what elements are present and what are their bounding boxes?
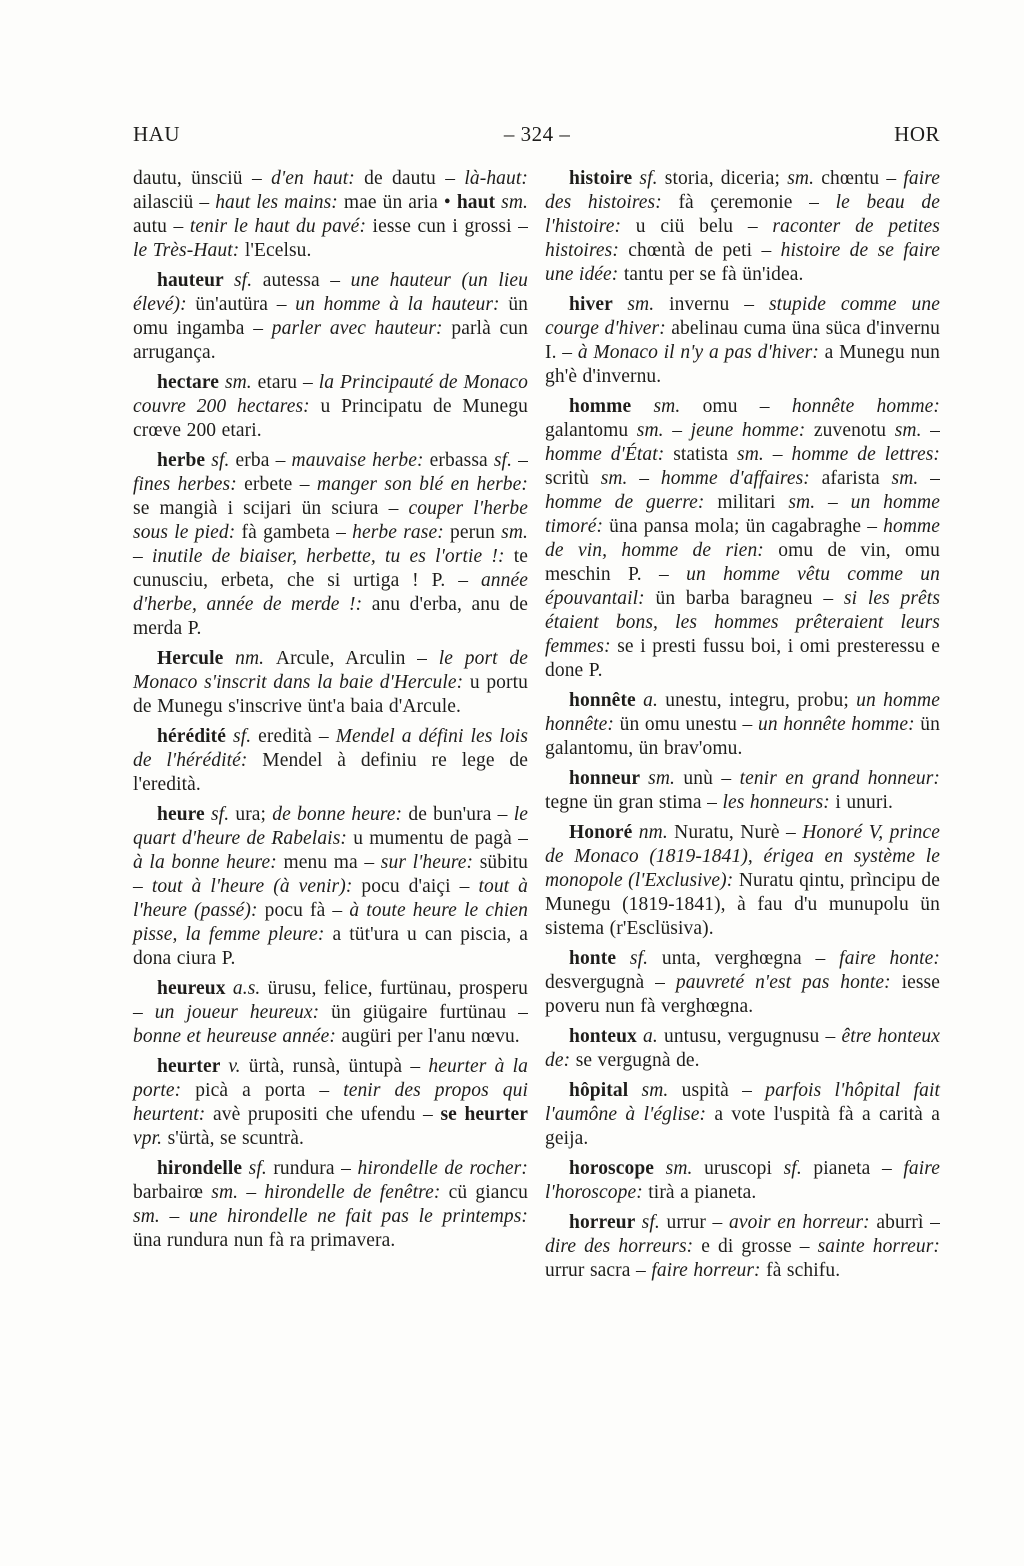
french-phrase: sm. [653, 396, 703, 417]
entry-homme [545, 395, 940, 683]
french-phrase: sainte horreur: [817, 1236, 940, 1257]
translation-text: militari [717, 492, 789, 513]
translation-text: storia, diceria; [664, 168, 788, 189]
translation-text: u mumentu de pagà – [353, 828, 528, 849]
french-phrase: sm. [636, 420, 673, 441]
french-phrase: sf. [210, 804, 236, 825]
translation-text: s'ürtà, se scuntrà. [167, 1128, 304, 1149]
translation-text: Mendel à definiu re lege de l'eredità. [133, 750, 528, 795]
french-phrase: hirondelle de rocher: [357, 1158, 528, 1179]
headword: hôpital [569, 1080, 642, 1101]
translation-text: autessa – [262, 270, 351, 291]
translation-text: – [133, 546, 152, 567]
translation-text: abelinau cuma üna süca d'invernu I. – [545, 318, 940, 363]
translation-text: untusu, vergugnusu – [663, 1026, 842, 1047]
translation-text: ün galantomu, ün brav'omu. [545, 714, 940, 759]
headword: heureux [157, 978, 233, 999]
headword: hirondelle [157, 1158, 249, 1179]
translation-text: anu d'erba, anu de merda P. [133, 594, 528, 639]
translation-text: uspità – [681, 1080, 766, 1101]
french-phrase: jeune homme: [690, 420, 814, 441]
translation-text: ürusu, felice, furtünau, prosperu – [133, 978, 528, 1023]
french-phrase: a.s. [232, 978, 268, 999]
translation-text: se i presti fussu boi, i omi presteressu e done P. [545, 636, 940, 681]
header-page-number: – 324 – [503, 122, 571, 146]
headword: horoscope [569, 1158, 666, 1179]
translation-text: omu de vin, omu meschin P. – [545, 540, 940, 585]
translation-text: sübitu – [133, 852, 528, 897]
entry-hiver [545, 293, 940, 389]
french-phrase: sm. [133, 1206, 170, 1227]
headword: se heurter [440, 1104, 528, 1125]
entry-heure [133, 803, 528, 971]
translation-text: a tüt'ura u can piscia, a dona ciura P. [133, 924, 529, 969]
french-phrase: dire des horreurs: [545, 1236, 702, 1257]
translation-text: ün omu unestu – [619, 714, 758, 735]
header-guide-word-left: HAU [133, 122, 180, 146]
french-phrase: sur l'heure: [380, 852, 480, 873]
french-phrase: année d'herbe, année de merde !: [133, 570, 528, 615]
french-phrase: un homme timoré: [545, 492, 940, 537]
entry-horoscope [545, 1157, 940, 1205]
translation-text: – [827, 492, 851, 513]
french-phrase: sm. [894, 420, 931, 441]
translation-text: zuvenotu [813, 420, 895, 441]
headword: herbe [157, 450, 212, 471]
french-phrase: à la bonne heure: [133, 852, 284, 873]
left-column [133, 167, 528, 1289]
translation-text: erbassa [429, 450, 494, 471]
french-phrase: couper l'herbe sous le pied: [133, 498, 528, 543]
translation-text: Nuratu qintu, prìncipu de Munegu (1819-1841), à fau d'u munupolu ün sistema (r'Esclüsiva). [545, 870, 940, 939]
translation-text: unestu, integru, probu; [665, 690, 857, 711]
headword: heure [157, 804, 211, 825]
translation-text: tirà a pianeta. [648, 1182, 757, 1203]
french-phrase: sf. [248, 1158, 274, 1179]
headword: honte [569, 948, 630, 969]
translation-text: – [169, 1206, 190, 1227]
entry-hirondelle [133, 1157, 528, 1253]
french-phrase: le quart d'heure de Rabelais: [133, 804, 528, 849]
entry-heurter [133, 1055, 528, 1151]
translation-text: etaru – [257, 372, 319, 393]
french-phrase: Honoré V, prince de Monaco (1819-1841), érigea en système le monopole (l'Exclusive): [545, 822, 941, 891]
entry-honneur [545, 767, 940, 815]
french-phrase: a. [643, 1026, 664, 1047]
french-phrase: homme de lettres: [791, 444, 941, 465]
translation-text: a vote l'uspità fà a carità a geija. [545, 1104, 940, 1149]
translation-text: aburrì – [876, 1212, 940, 1233]
translation-text: üna rundura nun fà ra primavera. [133, 1230, 396, 1251]
french-phrase: tenir des propos qui heurtent: [133, 1080, 529, 1125]
entry-horreur [545, 1211, 940, 1283]
translation-text: erbete – [244, 474, 317, 495]
headword: hauteur [157, 270, 234, 291]
french-phrase: une hauteur (un lieu élevé): [133, 270, 528, 315]
translation-text: menu ma – [283, 852, 381, 873]
french-phrase: sf. – fines herbes: [133, 450, 528, 495]
french-phrase: sm. [787, 168, 822, 189]
translation-text: unù – [683, 768, 740, 789]
french-phrase: pauvreté n'est pas honte: [675, 972, 902, 993]
entry-hectare [133, 371, 528, 443]
french-phrase: homme d'État: [545, 444, 674, 465]
translation-text: u Principatu de Munegu crœve 200 etari. [133, 396, 528, 441]
headword: histoire [569, 168, 640, 189]
french-phrase: parfois l'hôpital fait l'aumône à l'église: [545, 1080, 940, 1125]
entry-hauteur [133, 269, 528, 365]
translation-text: de dautu – [364, 168, 465, 189]
french-phrase: sm. [648, 768, 684, 789]
french-phrase: v. [228, 1056, 249, 1077]
translation-text: parlà cun arrugança. [133, 318, 528, 363]
translation-text: ün'autüra – [195, 294, 296, 315]
french-phrase: nm. [235, 648, 276, 669]
headword: Hercule [157, 648, 236, 669]
french-phrase: sm. [737, 444, 773, 465]
entry-honte [545, 947, 940, 1019]
french-phrase: sf. [641, 1212, 667, 1233]
translation-text: omu – [702, 396, 792, 417]
translation-text: augüri per l'anu nœvu. [341, 1026, 520, 1047]
french-phrase: tout à l'heure (à venir): [151, 876, 362, 897]
french-phrase: honnête homme: [791, 396, 940, 417]
french-phrase: homme de vin, homme de rien: [545, 516, 940, 561]
french-phrase: un honnête homme: [757, 714, 921, 735]
headword: hérédité [157, 726, 233, 747]
french-phrase: à Monaco il n'y a pas d'hiver: [577, 342, 825, 363]
french-phrase: sm. [501, 192, 529, 213]
french-phrase: sf. [639, 168, 665, 189]
translation-text: ün barba baragneu – [655, 588, 844, 609]
french-phrase: le port de Monaco s'inscrit dans la baie d'Hercule: [133, 648, 529, 693]
translation-text: cü giancu [448, 1182, 528, 1203]
french-phrase: tout à l'heure (passé): [133, 876, 529, 921]
french-phrase: inutile de biaiser, herbette, tu es l'ortie !: [152, 546, 514, 567]
translation-text: pocu fà – [264, 900, 350, 921]
french-phrase: sf. [783, 1158, 814, 1179]
translation-text: rundura – [273, 1158, 358, 1179]
translation-text: – [930, 420, 940, 441]
translation-text: üna pansa mola; ün cagabraghe – [609, 516, 884, 537]
french-phrase: mauvaise herbe: [291, 450, 430, 471]
translation-text: eredità – [258, 726, 336, 747]
french-phrase: un homme à la hauteur: [295, 294, 509, 315]
translation-text: uruscopi [704, 1158, 784, 1179]
translation-text: invernu – [669, 294, 769, 315]
headword: hectare [157, 372, 225, 393]
headword: heurter [157, 1056, 229, 1077]
french-phrase: de bonne heure: [272, 804, 409, 825]
french-phrase: sm. [891, 468, 931, 489]
translation-text: i unuri. [835, 792, 893, 813]
french-phrase: sm. [501, 522, 528, 543]
translation-text: ün omu ingamba – [133, 294, 529, 339]
translation-text: fà gambeta – [241, 522, 353, 543]
translation-text: iesse cun i grossi – [372, 216, 528, 237]
french-phrase: homme de guerre: [545, 492, 718, 513]
translation-text: ailasciü – [133, 192, 216, 213]
translation-text: u portu de Munegu s'inscrive ünt'a baia d'Arcule. [133, 672, 528, 717]
french-phrase: raconter de petites histoires: [545, 216, 940, 261]
translation-text: – [246, 1182, 265, 1203]
french-phrase: parler avec hauteur: [271, 318, 452, 339]
french-phrase: tenir le haut du pavé: [189, 216, 373, 237]
headword: honneur [569, 768, 649, 789]
headword: horreur [569, 1212, 642, 1233]
french-phrase: faire horreur: [651, 1260, 767, 1281]
translation-text: se mangià i scijari ün sciura – [133, 498, 409, 519]
translation-text: – [639, 468, 661, 489]
french-phrase: hirondelle de fenêtre: [264, 1182, 449, 1203]
entry-heureux [133, 977, 528, 1049]
headword: honnête [569, 690, 644, 711]
french-phrase: sm. [641, 1080, 682, 1101]
entry-hopital [545, 1079, 940, 1151]
entry-heredite [133, 725, 528, 797]
entry-histoire [545, 167, 940, 287]
french-phrase: sm. [665, 1158, 705, 1179]
french-phrase: heurter à la porte: [133, 1056, 528, 1101]
translation-text: pianeta – [813, 1158, 904, 1179]
translation-text: iesse poveru nun fà verghœgna. [545, 972, 940, 1017]
headword: Honoré [569, 822, 639, 843]
translation-text: l'Ecelsu. [244, 240, 312, 261]
translation-text: Arcule, Arculin – [275, 648, 439, 669]
translation-text: tantu per se fà ün'idea. [623, 264, 804, 285]
translation-text: barbairœ [133, 1182, 212, 1203]
translation-text: urrur sacra – [545, 1260, 652, 1281]
entry-hercule [133, 647, 528, 719]
french-phrase: sm. [788, 492, 828, 513]
french-phrase: faire honte: [839, 948, 940, 969]
translation-text: ürtà, runsà, üntupà – [248, 1056, 429, 1077]
translation-text: dautu, ünsciü – [133, 168, 272, 189]
translation-text: fà çeremonie – [678, 192, 836, 213]
translation-text: scritù [545, 468, 601, 489]
french-phrase: faire l'horoscope: [545, 1158, 940, 1203]
french-phrase: sf. [211, 450, 236, 471]
page-header [133, 122, 940, 147]
entry-honteux [545, 1025, 940, 1073]
french-phrase: faire des histoires: [545, 168, 940, 213]
french-phrase: le Très-Haut: [133, 240, 245, 261]
french-phrase: un homme honnête: [545, 690, 940, 735]
headword: honteux [569, 1026, 644, 1047]
translation-text: te cunusciu, erbeta, che si urtiga ! P. – [133, 546, 528, 591]
translation-text: a Munegu nun gh'è d'invernu. [545, 342, 940, 387]
french-phrase: sm. [600, 468, 640, 489]
french-phrase: là-haut: [464, 168, 528, 189]
translation-text: se vergugnà de. [575, 1050, 700, 1071]
french-phrase: nm. [638, 822, 675, 843]
french-phrase: les honneurs: [722, 792, 836, 813]
translation-text: pocu d'aiçi – [361, 876, 479, 897]
translation-text: – [672, 420, 691, 441]
translation-text: ura; [235, 804, 273, 825]
header-guide-word-right: HOR [894, 122, 940, 146]
french-phrase: homme d'affaires: [660, 468, 822, 489]
french-phrase: la Principauté de Monaco couvre 200 hectares: [133, 372, 528, 417]
french-phrase: d'en haut: [271, 168, 365, 189]
french-phrase: un homme vêtu comme un épouvantail: [545, 564, 941, 609]
headword: hiver [569, 294, 628, 315]
french-phrase: a. [643, 690, 666, 711]
entry-honore [545, 821, 940, 941]
translation-text: chœntu – [821, 168, 904, 189]
right-column [545, 167, 940, 1289]
translation-text: mae ün aria • [343, 192, 457, 213]
french-phrase: sm. [627, 294, 670, 315]
entry-herbe [133, 449, 528, 641]
french-phrase: manger son blé en herbe: [316, 474, 528, 495]
french-phrase: avoir en horreur: [729, 1212, 877, 1233]
french-phrase: haut les mains: [215, 192, 344, 213]
headword: homme [569, 396, 654, 417]
french-phrase: Mendel a défini les lois de l'hérédité: [133, 726, 529, 771]
translation-text: unta, verghœgna – [661, 948, 840, 969]
headword: haut [456, 192, 502, 213]
translation-text: urrur – [666, 1212, 730, 1233]
translation-text: galantomu [545, 420, 637, 441]
translation-text: – [772, 444, 792, 465]
translation-text: autu – [133, 216, 190, 237]
french-phrase: si les prêts étaient bons, les hommes prêteraient leurs femmes: [545, 588, 941, 657]
entry-honnete [545, 689, 940, 761]
translation-text: picà a porta – [195, 1080, 344, 1101]
french-phrase: un joueur heureux: [154, 1002, 332, 1023]
translation-text: desvergugnà – [545, 972, 676, 993]
french-phrase: sm. [211, 1182, 247, 1203]
translation-text: Nuratu, Nurè – [674, 822, 803, 843]
french-phrase: à toute heure le chien pisse, la femme pleure: [133, 900, 528, 945]
translation-text: afarista [821, 468, 892, 489]
french-phrase: histoire de se faire une idée: [545, 240, 941, 285]
french-phrase: sf. [233, 270, 263, 291]
french-phrase: tenir en grand honneur: [739, 768, 940, 789]
french-phrase: herbe rase: [352, 522, 451, 543]
french-phrase: sf. [233, 726, 259, 747]
translation-text: u ciü belu – [635, 216, 773, 237]
french-phrase: être honteux de: [545, 1026, 940, 1071]
french-phrase: le beau de l'histoire: [545, 192, 940, 237]
french-phrase: une hirondelle ne fait pas le printemps: [189, 1206, 529, 1227]
translation-text: perun [450, 522, 502, 543]
translation-text: de bun'ura – [408, 804, 514, 825]
french-phrase: bonne et heureuse année: [133, 1026, 342, 1047]
french-phrase: vpr. [133, 1128, 168, 1149]
entry-haut-continuation [133, 167, 528, 263]
translation-text: ün giügaire furtünau – [331, 1002, 529, 1023]
french-phrase: sf. [629, 948, 662, 969]
translation-text: e di grosse – [701, 1236, 818, 1257]
french-phrase: sm. [224, 372, 258, 393]
translation-text: statista [673, 444, 738, 465]
translation-text: chœntà de peti – [628, 240, 781, 261]
translation-text: – [930, 468, 941, 489]
translation-text: fà schifu. [766, 1260, 841, 1281]
french-phrase: stupide comme une courge d'hiver: [545, 294, 940, 339]
translation-text: erba – [235, 450, 292, 471]
text-columns [133, 167, 940, 1289]
translation-text: tegne ün gran stima – [545, 792, 723, 813]
translation-text: avè prupositi che ufendu – [212, 1104, 441, 1125]
